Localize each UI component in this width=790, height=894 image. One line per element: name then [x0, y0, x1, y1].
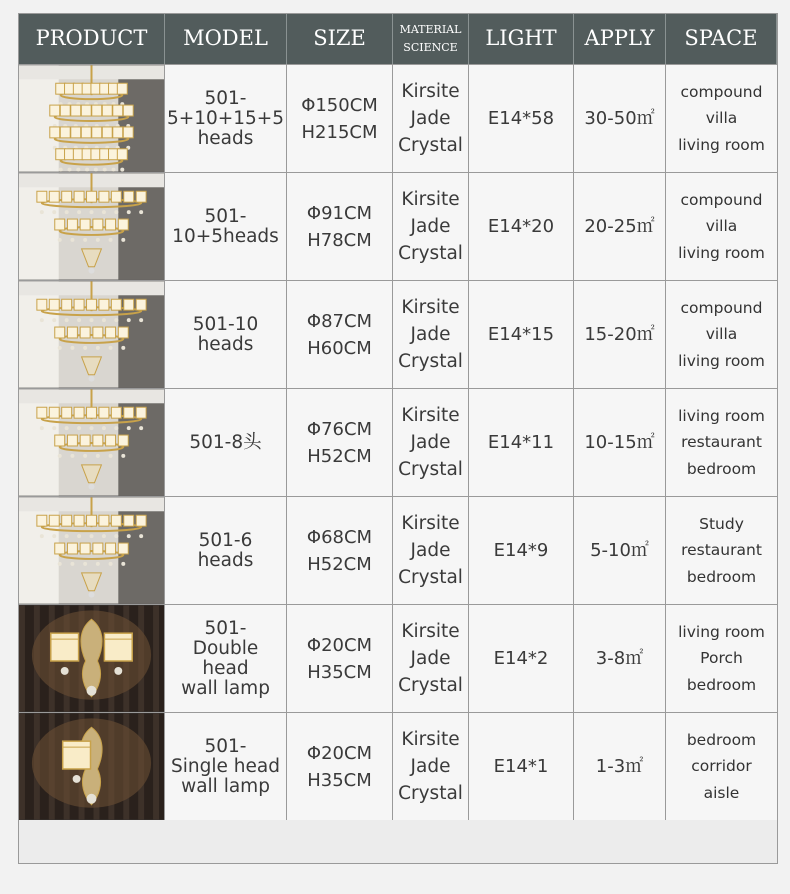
spec-grid	[19, 14, 777, 863]
space-cell-line: villa	[705, 325, 738, 344]
space-cell-line: Porch	[700, 649, 743, 668]
space-cell-line: living room	[678, 351, 765, 370]
material-cell	[393, 388, 469, 496]
material-cell-line: Jade	[410, 648, 451, 669]
model-cell-line: heads	[197, 333, 254, 355]
crystal-chandelier-6-heads-image	[19, 497, 164, 604]
space-cell-line: corridor	[691, 757, 752, 776]
crystal-chandelier-four-tier-image	[19, 65, 164, 172]
size-cell-line: Φ87CM	[306, 310, 373, 332]
header-material-line1: MATERIAL	[399, 23, 462, 36]
model-cell-line: 10+5heads	[172, 225, 279, 247]
material-cell-line: Jade	[410, 216, 451, 237]
apply-cell: 20-25㎡	[574, 172, 666, 280]
model-cell	[165, 388, 287, 496]
model-cell-line: 501-	[204, 617, 247, 639]
light-cell: E14*20	[469, 172, 574, 280]
crystal-chandelier-8-heads-image	[19, 389, 164, 496]
space-cell-line: bedroom	[686, 567, 757, 586]
light-cell: E14*2	[469, 604, 574, 712]
material-cell	[393, 280, 469, 388]
material-cell	[393, 604, 469, 712]
header-material	[393, 14, 469, 64]
size-cell-line: H52CM	[307, 553, 372, 575]
space-cell-line: villa	[705, 217, 738, 236]
crystal-chandelier-two-tier-image	[19, 173, 164, 280]
space-cell-line: living room	[678, 135, 765, 154]
model-cell-line: 501-6	[198, 529, 253, 551]
model-cell-line: 5+10+15+5	[166, 107, 285, 129]
material-cell-line: Jade	[410, 540, 451, 561]
size-cell-line: H78CM	[307, 229, 372, 251]
space-cell-line: bedroom	[686, 459, 757, 478]
single-head-wall-lamp-image	[19, 713, 164, 820]
space-cell-line: bedroom	[686, 730, 757, 749]
apply-cell: 10-15㎡	[574, 388, 666, 496]
model-cell	[165, 64, 287, 172]
material-cell-line: Crystal	[398, 243, 463, 264]
space-cell	[666, 64, 777, 172]
space-cell-line: villa	[705, 109, 738, 128]
material-cell-line: Jade	[410, 756, 451, 777]
size-cell	[287, 604, 393, 712]
header-model: MODEL	[165, 14, 287, 64]
size-cell-line: Φ20CM	[306, 634, 373, 656]
material-cell-line: Crystal	[398, 459, 463, 480]
space-cell-line: Study	[699, 514, 744, 533]
size-cell	[287, 64, 393, 172]
header-space: SPACE	[666, 14, 777, 64]
model-cell-line: wall lamp	[181, 677, 270, 699]
model-cell-line: 501-	[204, 735, 247, 757]
model-cell-line: Double head	[192, 637, 259, 679]
material-cell-line: Kirsite	[401, 621, 460, 642]
material-cell-line: Crystal	[398, 567, 463, 588]
model-cell	[165, 172, 287, 280]
material-cell	[393, 172, 469, 280]
spec-table	[18, 13, 778, 864]
material-cell	[393, 712, 469, 820]
material-cell-line: Crystal	[398, 351, 463, 372]
apply-cell: 3-8㎡	[574, 604, 666, 712]
light-cell: E14*1	[469, 712, 574, 820]
product-image-cell	[19, 496, 165, 604]
header-material-line2: SCIENCE	[403, 41, 458, 54]
space-cell	[666, 712, 777, 820]
space-cell-line: compound	[680, 298, 763, 317]
material-cell-line: Kirsite	[401, 729, 460, 750]
material-cell-line: Jade	[410, 432, 451, 453]
model-cell	[165, 496, 287, 604]
header-light: LIGHT	[469, 14, 574, 64]
size-cell-line: H35CM	[307, 769, 372, 791]
double-head-wall-lamp-image	[19, 605, 164, 712]
space-cell	[666, 604, 777, 712]
space-cell-line: aisle	[703, 783, 740, 802]
model-cell-line: heads	[197, 549, 254, 571]
size-cell-line: H35CM	[307, 661, 372, 683]
material-cell-line: Jade	[410, 324, 451, 345]
model-cell-line: heads	[197, 127, 254, 149]
model-cell-line: 501-10	[192, 313, 259, 335]
space-cell-line: compound	[680, 82, 763, 101]
model-cell-line: 501-8头	[189, 431, 262, 453]
size-cell	[287, 280, 393, 388]
space-cell-line: bedroom	[686, 675, 757, 694]
material-cell-line: Crystal	[398, 783, 463, 804]
space-cell	[666, 172, 777, 280]
apply-cell: 1-3㎡	[574, 712, 666, 820]
size-cell-line: Φ76CM	[306, 418, 373, 440]
material-cell-line: Kirsite	[401, 513, 460, 534]
size-cell	[287, 496, 393, 604]
crystal-chandelier-10-heads-image	[19, 281, 164, 388]
model-cell-line: 501-	[204, 205, 247, 227]
product-image-cell	[19, 172, 165, 280]
size-cell-line: Φ20CM	[306, 742, 373, 764]
material-cell-line: Crystal	[398, 675, 463, 696]
space-cell	[666, 496, 777, 604]
size-cell-line: Φ150CM	[301, 94, 378, 116]
apply-cell: 15-20㎡	[574, 280, 666, 388]
size-cell-line: H215CM	[301, 121, 378, 143]
material-cell-line: Kirsite	[401, 189, 460, 210]
model-cell	[165, 280, 287, 388]
material-cell-line: Kirsite	[401, 405, 460, 426]
size-cell	[287, 172, 393, 280]
model-cell-line: wall lamp	[181, 775, 270, 797]
light-cell: E14*9	[469, 496, 574, 604]
space-cell-line: living room	[678, 243, 765, 262]
apply-cell: 30-50㎡	[574, 64, 666, 172]
model-cell-line: 501-	[204, 87, 247, 109]
size-cell	[287, 388, 393, 496]
material-cell-line: Kirsite	[401, 81, 460, 102]
header-apply: APPLY	[574, 14, 666, 64]
product-image-cell	[19, 604, 165, 712]
product-image-cell	[19, 712, 165, 820]
size-cell-line: Φ68CM	[306, 526, 373, 548]
material-cell-line: Kirsite	[401, 297, 460, 318]
space-cell	[666, 388, 777, 496]
size-cell-line: H60CM	[307, 337, 372, 359]
material-cell	[393, 496, 469, 604]
material-cell-line: Jade	[410, 108, 451, 129]
header-product: PRODUCT	[19, 14, 165, 64]
model-cell	[165, 712, 287, 820]
space-cell-line: compound	[680, 190, 763, 209]
product-image-cell	[19, 388, 165, 496]
material-cell	[393, 64, 469, 172]
model-cell	[165, 604, 287, 712]
model-cell-line: Single head	[171, 755, 280, 777]
light-cell: E14*58	[469, 64, 574, 172]
material-cell-line: Crystal	[398, 135, 463, 156]
light-cell: E14*11	[469, 388, 574, 496]
product-image-cell	[19, 64, 165, 172]
space-cell-line: restaurant	[681, 541, 762, 560]
product-image-cell	[19, 280, 165, 388]
size-cell-line: H52CM	[307, 445, 372, 467]
space-cell-line: living room	[678, 406, 765, 425]
light-cell: E14*15	[469, 280, 574, 388]
size-cell-line: Φ91CM	[306, 202, 373, 224]
space-cell	[666, 280, 777, 388]
space-cell-line: restaurant	[681, 433, 762, 452]
apply-cell: 5-10㎡	[574, 496, 666, 604]
size-cell	[287, 712, 393, 820]
header-size: SIZE	[287, 14, 393, 64]
space-cell-line: living room	[678, 622, 765, 641]
